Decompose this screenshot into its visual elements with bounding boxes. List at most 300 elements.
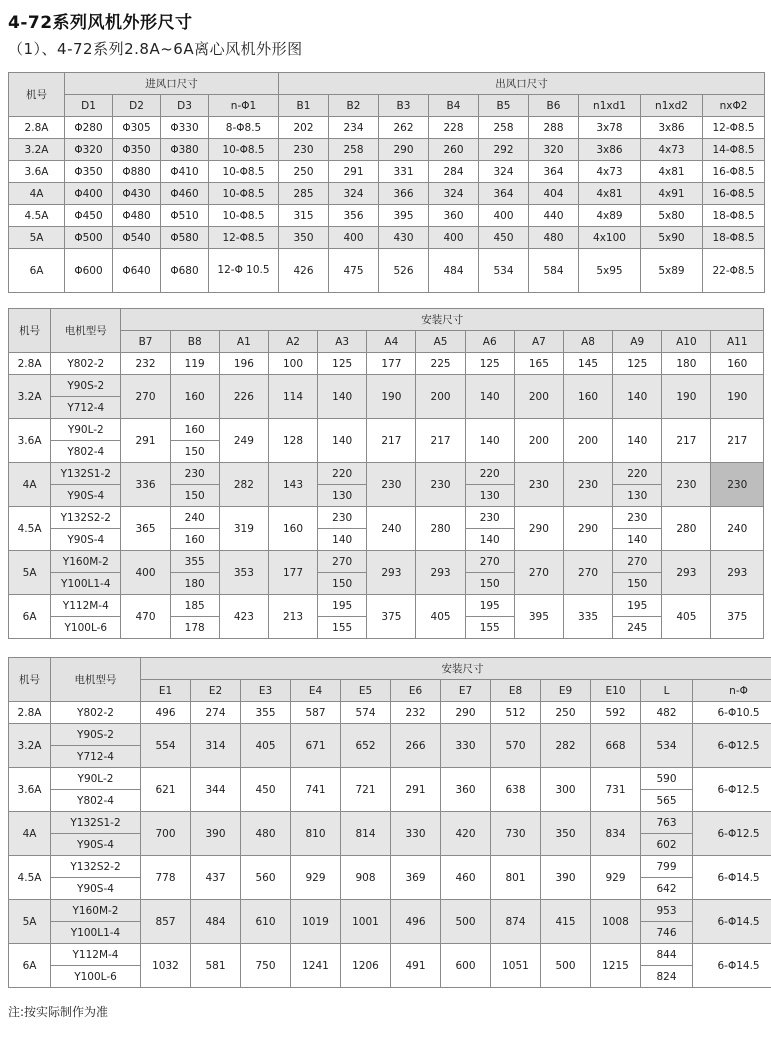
table-cell: 671: [291, 724, 341, 768]
table-cell: 282: [219, 463, 268, 507]
motor-model-cell: Y100L-6: [51, 966, 141, 988]
table-cell: 324: [429, 183, 479, 205]
table-cell: 4x81: [641, 161, 703, 183]
table-cell: 230: [367, 463, 416, 507]
table-cell: 270: [318, 551, 367, 573]
machine-no-cell: 5A: [9, 900, 51, 944]
page-subtitle: （1）、4-72系列2.8A~6A离心风机外形图: [8, 40, 303, 58]
table-cell: 130: [613, 485, 662, 507]
motor-model-cell: Y132S2-2: [51, 856, 141, 878]
table-cell: 290: [563, 507, 612, 551]
table-row: [9, 227, 765, 249]
table-cell: 908: [341, 856, 391, 900]
machine-no-cell: 4.5A: [9, 856, 51, 900]
table-cell: 284: [429, 161, 479, 183]
table-cell: 440: [529, 205, 579, 227]
column-header: E9: [541, 680, 591, 702]
column-header: D1: [65, 95, 113, 117]
table-cell: 245: [613, 617, 662, 639]
motor-model-cell: Y160M-2: [51, 900, 141, 922]
table-cell: 230: [170, 463, 219, 485]
table-cell: 366: [379, 183, 429, 205]
table-cell: 160: [170, 375, 219, 419]
machine-no-cell: 6A: [9, 944, 51, 988]
table-cell: 480: [529, 227, 579, 249]
table-cell: 491: [391, 944, 441, 988]
table-cell: 150: [613, 573, 662, 595]
table-cell: 10-Φ8.5: [209, 161, 279, 183]
table-cell: 140: [613, 419, 662, 463]
table-cell: 400: [329, 227, 379, 249]
header-outlet-group: 出风口尺寸: [279, 73, 765, 95]
table-cell: 364: [529, 161, 579, 183]
table-cell: 450: [241, 768, 291, 812]
table-cell: 8-Φ8.5: [209, 117, 279, 139]
table-cell: 10-Φ8.5: [209, 183, 279, 205]
table-cell: 330: [441, 724, 491, 768]
table-cell: 360: [441, 768, 491, 812]
column-header: E4: [291, 680, 341, 702]
table-cell: 240: [367, 507, 416, 551]
column-header: nxΦ2: [703, 95, 765, 117]
machine-no-cell: 2.8A: [9, 353, 51, 375]
table-cell: 5x89: [641, 249, 703, 293]
table-cell: 1051: [491, 944, 541, 988]
table-cell: 195: [613, 595, 662, 617]
table-cell: 200: [563, 419, 612, 463]
column-header: E3: [241, 680, 291, 702]
machine-no-cell: 6A: [9, 595, 51, 639]
table-cell: 22-Φ8.5: [703, 249, 765, 293]
length-cell: 824: [641, 966, 693, 988]
motor-model-cell: Y802-2: [51, 353, 121, 375]
table-cell: 143: [268, 463, 317, 507]
header-machine-no: 机号: [9, 658, 51, 702]
header-machine-no: 机号: [9, 309, 51, 353]
table-cell: 177: [268, 551, 317, 595]
table-cell: 587: [291, 702, 341, 724]
table-cell: 450: [479, 227, 529, 249]
table-cell: Φ410: [161, 161, 209, 183]
table-row: [9, 944, 771, 966]
table-cell: 160: [170, 529, 219, 551]
table-cell: 140: [613, 529, 662, 551]
table-cell: 16-Φ8.5: [703, 183, 765, 205]
table-cell: 230: [318, 507, 367, 529]
table-cell: 260: [429, 139, 479, 161]
table-cell: 250: [279, 161, 329, 183]
motor-model-cell: Y712-4: [51, 397, 121, 419]
table-row: [9, 353, 764, 375]
table-cell: 230: [613, 507, 662, 529]
table-cell: 150: [318, 573, 367, 595]
machine-no-cell: 3.2A: [9, 375, 51, 419]
table-cell: 230: [465, 507, 514, 529]
table-cell: 534: [479, 249, 529, 293]
table-cell: 592: [591, 702, 641, 724]
table-cell: 291: [391, 768, 441, 812]
bolt-hole-cell: 6-Φ10.5: [693, 702, 771, 724]
table-cell: 423: [219, 595, 268, 639]
motor-model-cell: Y802-4: [51, 441, 121, 463]
table-cell: 581: [191, 944, 241, 988]
column-header: E7: [441, 680, 491, 702]
table-cell: Φ500: [65, 227, 113, 249]
machine-no-cell: 4A: [9, 463, 51, 507]
page-title: 4-72系列风机外形尺寸: [8, 13, 193, 33]
table-cell: 484: [429, 249, 479, 293]
table-cell: 496: [391, 900, 441, 944]
table-cell: 405: [662, 595, 711, 639]
table-cell: 560: [241, 856, 291, 900]
table-cell: 18-Φ8.5: [703, 205, 765, 227]
machine-no-cell: 3.6A: [9, 419, 51, 463]
motor-model-cell: Y112M-4: [51, 595, 121, 617]
table-cell: 220: [465, 463, 514, 485]
table-cell: 335: [563, 595, 612, 639]
table-cell: 130: [465, 485, 514, 507]
table-cell: 470: [121, 595, 170, 639]
table-cell: 190: [662, 375, 711, 419]
column-header: n-Φ1: [209, 95, 279, 117]
bolt-hole-cell: 6-Φ12.5: [693, 812, 771, 856]
table-cell: Φ350: [65, 161, 113, 183]
table-cell: 814: [341, 812, 391, 856]
table-cell: 390: [541, 856, 591, 900]
table-cell: 274: [191, 702, 241, 724]
table-cell: 230: [711, 463, 764, 507]
table-cell: Φ540: [113, 227, 161, 249]
table-cell: 196: [219, 353, 268, 375]
table-cell: 293: [367, 551, 416, 595]
table-cell: 4x91: [641, 183, 703, 205]
column-header: n1xd1: [579, 95, 641, 117]
column-header: A9: [613, 331, 662, 353]
table-cell: 330: [391, 812, 441, 856]
length-cell: 482: [641, 702, 693, 724]
table-row: [9, 117, 765, 139]
motor-model-cell: Y90S-4: [51, 834, 141, 856]
column-header: B8: [170, 331, 219, 353]
table-cell: 390: [191, 812, 241, 856]
table-cell: 430: [379, 227, 429, 249]
table-cell: 119: [170, 353, 219, 375]
table-row: [9, 249, 765, 293]
motor-model-cell: Y90S-2: [51, 724, 141, 746]
header-machine-no: 机号: [9, 73, 65, 117]
table-cell: 213: [268, 595, 317, 639]
table-cell: 291: [121, 419, 170, 463]
motor-model-cell: Y90L-2: [51, 768, 141, 790]
table-row: [9, 139, 765, 161]
table-cell: 250: [541, 702, 591, 724]
table-cell: 125: [613, 353, 662, 375]
table-cell: 857: [141, 900, 191, 944]
table-cell: 364: [479, 183, 529, 205]
table-cell: 100: [268, 353, 317, 375]
motor-model-cell: Y802-2: [51, 702, 141, 724]
table-cell: 315: [279, 205, 329, 227]
table-cell: 874: [491, 900, 541, 944]
column-header: B7: [121, 331, 170, 353]
length-cell: 642: [641, 878, 693, 900]
mounting-dimension-table-a: [8, 308, 764, 639]
table-cell: 1206: [341, 944, 391, 988]
table-cell: 4x89: [579, 205, 641, 227]
table-cell: 280: [662, 507, 711, 551]
motor-model-cell: Y712-4: [51, 746, 141, 768]
table-cell: 320: [529, 139, 579, 161]
table-cell: 834: [591, 812, 641, 856]
length-cell: 746: [641, 922, 693, 944]
table-cell: 810: [291, 812, 341, 856]
column-header: B1: [279, 95, 329, 117]
table-cell: 290: [441, 702, 491, 724]
length-cell: 534: [641, 724, 693, 768]
table-cell: 400: [121, 551, 170, 595]
column-header: E1: [141, 680, 191, 702]
table-cell: 290: [514, 507, 563, 551]
motor-model-cell: Y90S-4: [51, 485, 121, 507]
table-cell: 220: [318, 463, 367, 485]
table-cell: 4x81: [579, 183, 641, 205]
table-cell: 125: [465, 353, 514, 375]
table-cell: 500: [541, 944, 591, 988]
table-cell: Φ430: [113, 183, 161, 205]
table-cell: 125: [318, 353, 367, 375]
length-cell: 844: [641, 944, 693, 966]
motor-model-cell: Y132S1-2: [51, 812, 141, 834]
table-cell: 240: [170, 507, 219, 529]
header-mounting-group: 安装尺寸: [141, 658, 771, 680]
table-cell: 1241: [291, 944, 341, 988]
table-cell: 232: [391, 702, 441, 724]
table-cell: Φ380: [161, 139, 209, 161]
length-cell: 953: [641, 900, 693, 922]
table-cell: 258: [479, 117, 529, 139]
table-cell: 140: [465, 529, 514, 551]
bolt-hole-cell: 6-Φ12.5: [693, 724, 771, 768]
table-cell: 280: [416, 507, 465, 551]
table-cell: 638: [491, 768, 541, 812]
table-cell: 400: [429, 227, 479, 249]
table-cell: 3x86: [641, 117, 703, 139]
table-cell: 190: [367, 375, 416, 419]
table-row: [9, 507, 764, 529]
table-row: [9, 900, 771, 922]
table-cell: 344: [191, 768, 241, 812]
table-cell: 500: [441, 900, 491, 944]
table-cell: 3x86: [579, 139, 641, 161]
table-cell: 375: [711, 595, 764, 639]
table-cell: 145: [563, 353, 612, 375]
table-cell: 150: [170, 441, 219, 463]
column-header: A2: [268, 331, 317, 353]
table-row: [9, 161, 765, 183]
table-cell: 12-Φ8.5: [209, 227, 279, 249]
table-cell: 262: [379, 117, 429, 139]
bolt-hole-cell: 6-Φ14.5: [693, 944, 771, 988]
table-row: [9, 595, 764, 617]
table-cell: 621: [141, 768, 191, 812]
table-cell: Φ330: [161, 117, 209, 139]
table-cell: 128: [268, 419, 317, 463]
table-cell: 10-Φ8.5: [209, 139, 279, 161]
motor-model-cell: Y90S-2: [51, 375, 121, 397]
table-cell: 4x100: [579, 227, 641, 249]
table-cell: 750: [241, 944, 291, 988]
inlet-outlet-dimension-table: [8, 72, 765, 293]
table-cell: 570: [491, 724, 541, 768]
table-cell: 584: [529, 249, 579, 293]
table-cell: 5x80: [641, 205, 703, 227]
table-cell: 1032: [141, 944, 191, 988]
table-cell: 266: [391, 724, 441, 768]
table-cell: 155: [318, 617, 367, 639]
table-cell: 217: [662, 419, 711, 463]
table-cell: 395: [514, 595, 563, 639]
column-header: A7: [514, 331, 563, 353]
column-header: B4: [429, 95, 479, 117]
table-row: [9, 702, 771, 724]
table-cell: 300: [541, 768, 591, 812]
table-cell: 350: [279, 227, 329, 249]
length-cell: 602: [641, 834, 693, 856]
motor-model-cell: Y132S1-2: [51, 463, 121, 485]
table-cell: 180: [662, 353, 711, 375]
table-cell: 249: [219, 419, 268, 463]
table-row: [9, 812, 771, 834]
column-header: A5: [416, 331, 465, 353]
column-header: A11: [711, 331, 764, 353]
table-cell: 290: [379, 139, 429, 161]
table-cell: 460: [441, 856, 491, 900]
bolt-hole-cell: 6-Φ14.5: [693, 856, 771, 900]
table-row: [9, 375, 764, 397]
table-cell: 285: [279, 183, 329, 205]
column-header: B2: [329, 95, 379, 117]
table-cell: 314: [191, 724, 241, 768]
table-cell: 12-Φ8.5: [703, 117, 765, 139]
table-cell: 404: [529, 183, 579, 205]
table-cell: 484: [191, 900, 241, 944]
table-cell: 400: [479, 205, 529, 227]
table-cell: 200: [416, 375, 465, 419]
footnote: 注:按实际制作为准: [8, 1005, 109, 1019]
table-cell: 426: [279, 249, 329, 293]
machine-no-cell: 3.6A: [9, 161, 65, 183]
table-cell: Φ640: [113, 249, 161, 293]
motor-model-cell: Y90S-4: [51, 878, 141, 900]
table-cell: 369: [391, 856, 441, 900]
table-cell: 140: [465, 419, 514, 463]
table-cell: 4x73: [579, 161, 641, 183]
table-cell: 600: [441, 944, 491, 988]
table-cell: 16-Φ8.5: [703, 161, 765, 183]
column-header: E10: [591, 680, 641, 702]
motor-model-cell: Y100L1-4: [51, 922, 141, 944]
table-row: [9, 551, 764, 573]
motor-model-cell: Y100L-6: [51, 617, 121, 639]
machine-no-cell: 2.8A: [9, 117, 65, 139]
table-cell: 160: [711, 353, 764, 375]
table-cell: 496: [141, 702, 191, 724]
table-cell: 220: [613, 463, 662, 485]
table-cell: Φ480: [113, 205, 161, 227]
table-cell: 195: [318, 595, 367, 617]
table-cell: 230: [514, 463, 563, 507]
table-row: [9, 724, 771, 746]
table-cell: 226: [219, 375, 268, 419]
table-cell: 160: [563, 375, 612, 419]
table-cell: 217: [367, 419, 416, 463]
table-cell: 4x73: [641, 139, 703, 161]
table-cell: Φ600: [65, 249, 113, 293]
motor-model-cell: Y90S-4: [51, 529, 121, 551]
table-cell: 1019: [291, 900, 341, 944]
table-cell: 225: [416, 353, 465, 375]
machine-no-cell: 6A: [9, 249, 65, 293]
header-mounting-group: 安装尺寸: [121, 309, 764, 331]
table-cell: 270: [121, 375, 170, 419]
table-cell: 217: [416, 419, 465, 463]
table-cell: 292: [479, 139, 529, 161]
column-header: A1: [219, 331, 268, 353]
column-header: E5: [341, 680, 391, 702]
column-header: n-Φ: [693, 680, 771, 702]
table-cell: 929: [591, 856, 641, 900]
table-cell: 195: [465, 595, 514, 617]
table-cell: 180: [170, 573, 219, 595]
table-cell: 202: [279, 117, 329, 139]
table-cell: 700: [141, 812, 191, 856]
table-cell: 10-Φ8.5: [209, 205, 279, 227]
table-cell: 293: [711, 551, 764, 595]
machine-no-cell: 5A: [9, 227, 65, 249]
table-cell: 293: [662, 551, 711, 595]
motor-model-cell: Y112M-4: [51, 944, 141, 966]
table-cell: Φ680: [161, 249, 209, 293]
table-cell: 350: [541, 812, 591, 856]
table-cell: 526: [379, 249, 429, 293]
table-cell: Φ280: [65, 117, 113, 139]
column-header: n1xd2: [641, 95, 703, 117]
table-cell: 5x95: [579, 249, 641, 293]
table-cell: Φ320: [65, 139, 113, 161]
table-row: [9, 419, 764, 441]
bolt-hole-cell: 6-Φ14.5: [693, 900, 771, 944]
table-cell: 200: [514, 375, 563, 419]
machine-no-cell: 3.2A: [9, 139, 65, 161]
machine-no-cell: 3.6A: [9, 768, 51, 812]
table-cell: 5x90: [641, 227, 703, 249]
table-cell: 405: [416, 595, 465, 639]
column-header: A3: [318, 331, 367, 353]
table-cell: Φ460: [161, 183, 209, 205]
table-cell: 230: [416, 463, 465, 507]
table-cell: 741: [291, 768, 341, 812]
table-cell: 232: [121, 353, 170, 375]
table-cell: 140: [465, 375, 514, 419]
table-cell: Φ580: [161, 227, 209, 249]
table-cell: 293: [416, 551, 465, 595]
column-header: B6: [529, 95, 579, 117]
header-inlet-group: 进风口尺寸: [65, 73, 279, 95]
table-cell: 395: [379, 205, 429, 227]
table-cell: 1008: [591, 900, 641, 944]
table-cell: 355: [241, 702, 291, 724]
motor-model-cell: Y100L1-4: [51, 573, 121, 595]
